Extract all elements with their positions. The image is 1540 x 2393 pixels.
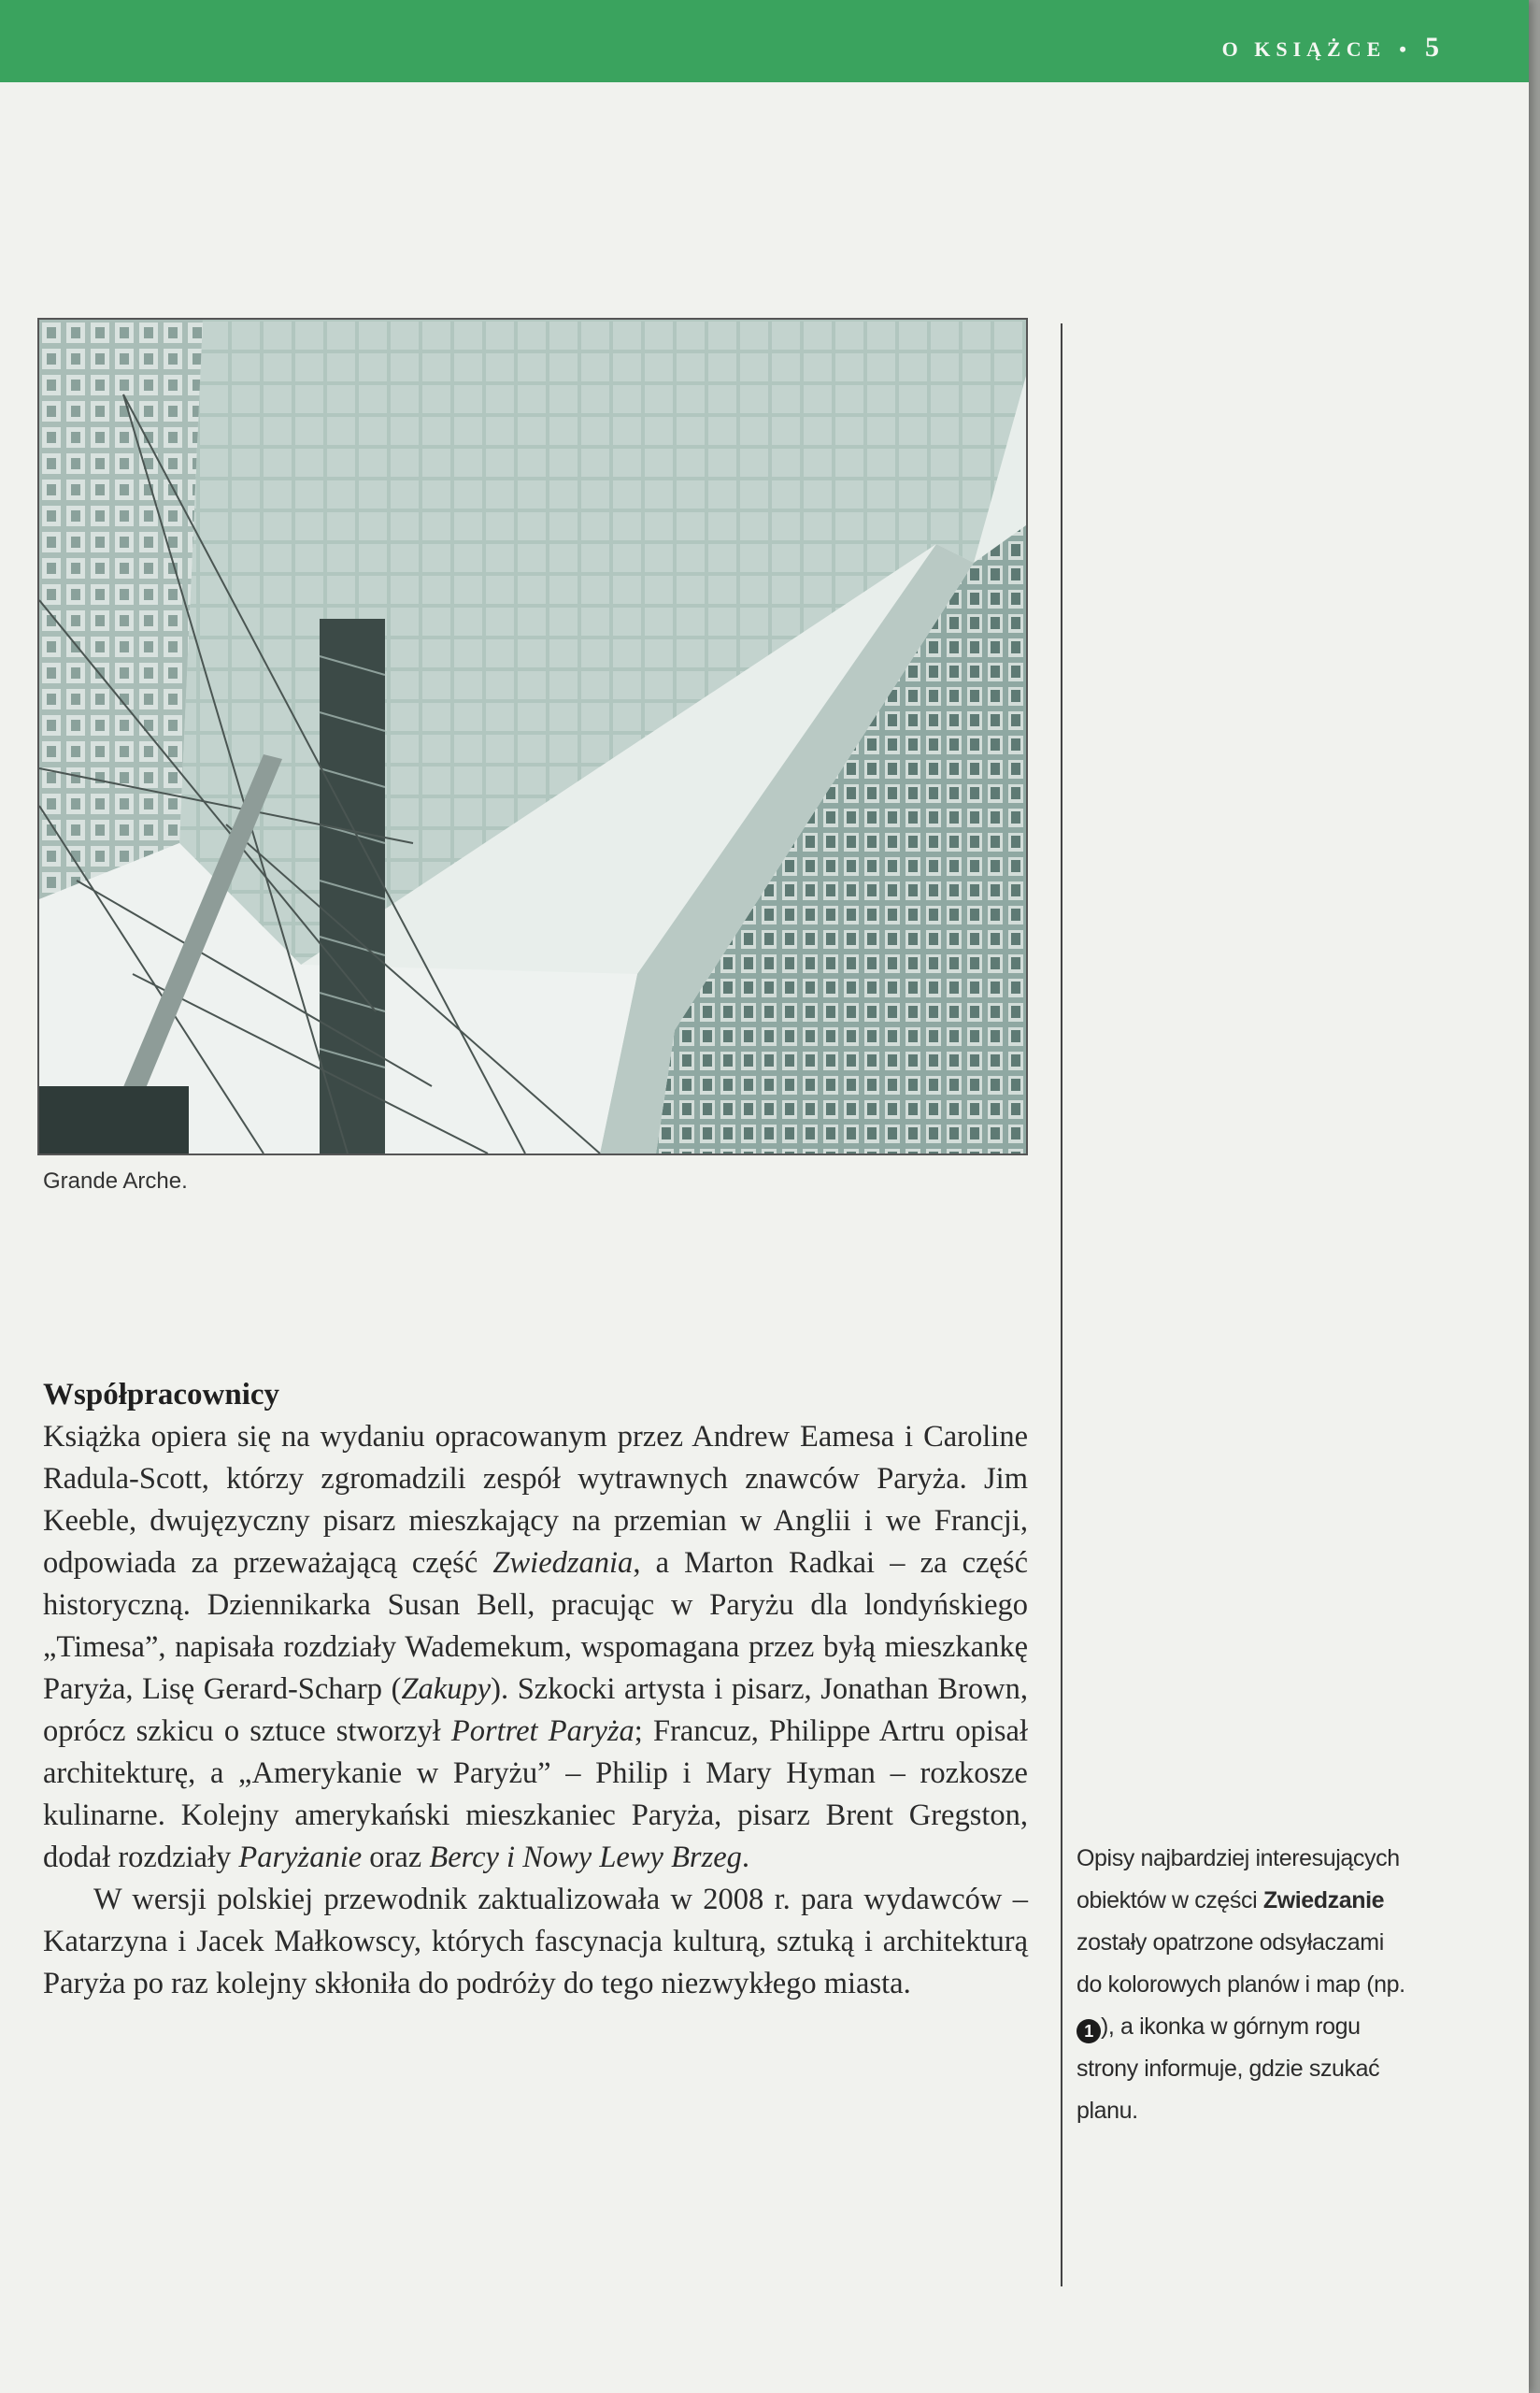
italic-title: Zakupy <box>401 1672 492 1706</box>
article-body <box>43 1374 1028 2005</box>
sidenote-bold-term: Zwiedzanie <box>1262 1887 1385 1913</box>
italic-title: Bercy i Nowy Lewy Brzeg <box>429 1841 742 1874</box>
page-number: 5 <box>1425 32 1439 63</box>
text-run: , a Marton Radkai – za część historyczną. Dziennikarka Susan Bell, pracując w Paryżu dla londyńskiego „Timesa”, napisała rozdziały Wademekum, wspomagana przez byłą mieszkankę Paryża, Lisę Gerard-Scharp ( <box>43 1546 1028 1706</box>
sidenote-text-3: ), a ikonka w górnym rogu strony informuje, gdzie szukać planu. <box>1077 2013 1380 2124</box>
sidenote-text-2: zostały opatrzone odsyłaczami do kolorowych planów i map (np. <box>1077 1929 1405 1998</box>
header-bar <box>0 0 1529 82</box>
text-run: Książka opiera się na wydaniu opracowanym przez Andrew Eamesa i Caroline Radula-Scott, którzy zgromadzili zespół wytrawnych znawców Paryża. Jim Keeble, dwujęzyczny pisarz mieszkający na przemian w Anglii i we Francji, odpowiada za przeważającą część <box>43 1420 1028 1580</box>
header-separator: • <box>1399 37 1412 61</box>
photo-caption: Grande Arche. <box>43 1168 188 1194</box>
text-run: . <box>741 1841 750 1874</box>
italic-title: Zwiedzania <box>492 1546 634 1580</box>
column-divider <box>1061 323 1062 2286</box>
text-run: ; Francuz, Philippe Artru opisał architekturę, a „Amerykanie w Paryżu” – Philip i Mary Hyman – rozkosze kulinarne. Kolejny amerykański mieszkaniec Paryża, pisarz Brent Gregston, dodał rozdziały <box>43 1714 1029 1874</box>
map-reference-badge-icon: 1 <box>1077 2019 1101 2043</box>
italic-title: Paryżanie <box>238 1841 363 1874</box>
sidenote <box>1077 1838 1413 2132</box>
sidenote-text-1: Opisy najbardziej interesujących obiektów w części <box>1077 1845 1400 1913</box>
italic-title: Portret Paryża <box>450 1714 635 1748</box>
running-head <box>1222 32 1439 64</box>
article-paragraph-1 <box>43 1416 1028 1879</box>
text-run: oraz <box>362 1841 430 1874</box>
text-run: ). Szkocki artysta i pisarz, Jonathan Brown, oprócz szkicu o sztuce stworzył <box>43 1672 1028 1748</box>
article-heading: Współpracownicy <box>43 1378 280 1411</box>
article-paragraph-2: W wersji polskiej przewodnik zaktualizowała w 2008 r. para wydawców – Katarzyna i Jacek Małkowscy, których fascynacja kulturą, sztuką i architekturą Paryża po raz kolejny skłoniła do podróży do tego niezwykłego miasta. <box>43 1883 1028 2000</box>
section-title: O KSIĄŻCE <box>1221 37 1387 61</box>
grande-arche-photo <box>37 318 1028 1155</box>
